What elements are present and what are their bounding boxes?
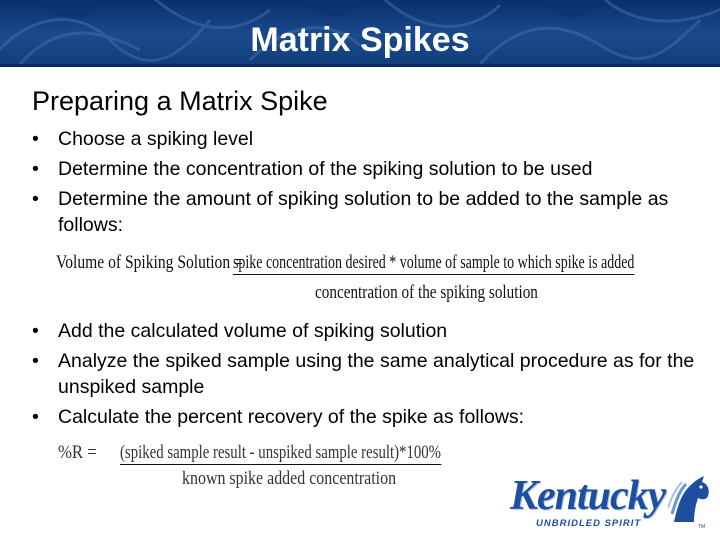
bullet-item: • Choose a spiking level [30,126,700,152]
title-banner [0,0,720,64]
bullet-list-top [30,126,700,242]
slide-subtitle: Preparing a Matrix Spike [32,86,328,116]
recovery-formula-lhs: %R = [58,442,97,463]
volume-formula-numerator: spike concentration desired * volume of sample to which spike is added [233,252,635,273]
logo-tagline: UNBRIDLED SPIRIT [536,518,642,529]
bullet-item: • Determine the amount of spiking solution to be added to the sample as follows: [30,186,700,238]
logo-wordmark: Kentucky [510,473,666,519]
volume-formula-lhs: Volume of Spiking Solution = [56,252,243,273]
bullet-list-bottom [30,318,700,434]
bullet-item: • Analyze the spiked sample using the same analytical procedure as for the unspiked sample [30,348,700,400]
recovery-formula-denominator: known spike added concentration [182,468,397,489]
bullet-item: • Calculate the percent recovery of the spike as follows: [30,404,700,430]
bullet-item: • Add the calculated volume of spiking solution [30,318,700,344]
horse-head-icon [668,474,712,526]
recovery-formula-numerator: (spiked sample result - unspiked sample result)*100% [120,442,442,463]
slide-title: Matrix Spikes [250,21,470,59]
bullet-item: • Determine the concentration of the spiking solution to be used [30,156,700,182]
header-divider [0,64,720,67]
trademark-mark: TM [698,524,706,530]
volume-formula-denominator: concentration of the spiking solution [315,282,538,303]
kentucky-logo [508,474,712,534]
